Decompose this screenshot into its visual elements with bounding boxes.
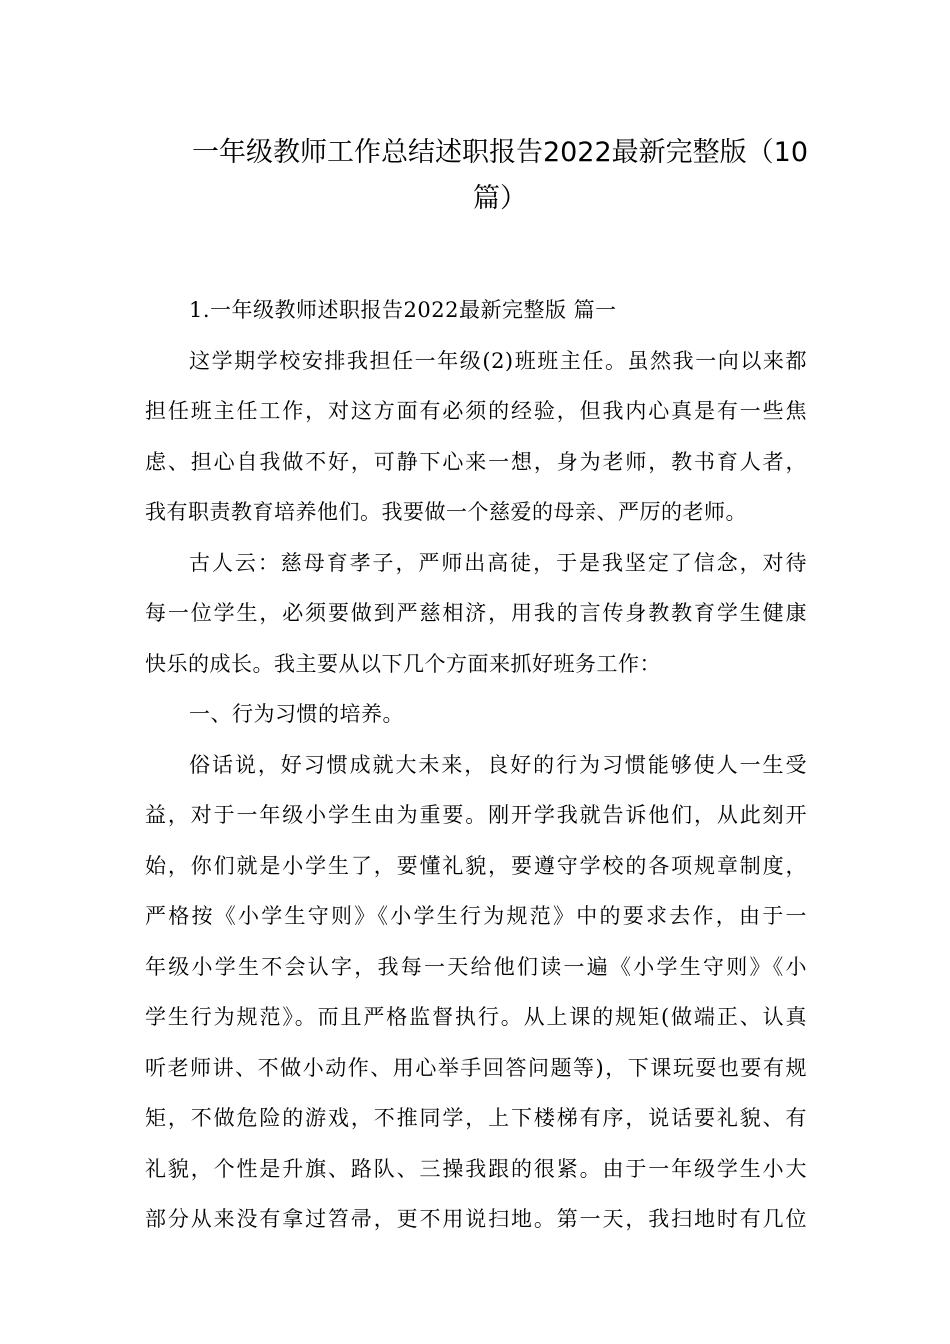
paragraph-line: 部分从来没有拿过笤帚，更不用说扫地。第一天，我扫地时有几位 <box>145 1207 807 1231</box>
paragraph-line: 始，你们就是小学生了，要懂礼貌，要遵守学校的各项规章制度， <box>145 853 807 878</box>
paragraph-line: 益，对于一年级小学生由为重要。刚开学我就告诉他们，从此刻开 <box>145 803 807 827</box>
paragraph-line: 俗话说，好习惯成就大未来，良好的行为习惯能够使人一生受 <box>189 752 807 777</box>
paragraph-line: 学生行为规范》。而且严格监督执行。从上课的规矩(做端正、认真 <box>145 1005 807 1029</box>
paragraph-4 <box>145 740 807 1245</box>
paragraph-line: 礼貌，个性是升旗、路队、三操我跟的很紧。由于一年级学生小大 <box>145 1156 807 1181</box>
paragraph-line: 年级小学生不会认字，我每一天给他们读一遍《小学生守则》《小 <box>145 954 807 979</box>
paragraph-line: 古人云：慈母育孝子，严师出高徒，于是我坚定了信念，对待 <box>189 550 807 575</box>
section-heading: 1.一年级教师述职报告2022最新完整版 篇一 <box>189 298 617 322</box>
paragraph-line: 严格按《小学生守则》《小学生行为规范》中的要求去作，由于一 <box>145 904 807 928</box>
paragraph-line: 矩，不做危险的游戏，不推同学，上下楼梯有序，说话要礼貌、有 <box>145 1106 807 1130</box>
paragraph-line: 我有职责教育培养他们。我要做一个慈爱的母亲、严厉的老师。 <box>145 500 747 524</box>
paragraph-1 <box>145 336 807 538</box>
paragraph-line: 虑、担心自我做不好，可静下心来一想，身为老师，教书育人者， <box>145 449 807 474</box>
document-title <box>140 130 860 222</box>
title-line-2: 篇） <box>473 183 527 214</box>
paragraph-line: 担任班主任工作，对这方面有必须的经验，但我内心真是有一些焦 <box>145 399 807 423</box>
paragraph-line: 这学期学校安排我担任一年级(2)班班主任。虽然我一向以来都 <box>189 348 807 373</box>
title-line-1: 一年级教师工作总结述职报告2022最新完整版（10 <box>191 137 809 168</box>
subheading-line: 一、行为习惯的培养。 <box>189 702 404 726</box>
paragraph-line: 每一位学生，必须要做到严慈相济，用我的言传身教教育学生健康 <box>145 601 807 625</box>
paragraph-line: 快乐的成长。我主要从以下几个方面来抓好班务工作： <box>145 651 661 676</box>
paragraph-2 <box>145 538 807 690</box>
paragraph-3 <box>145 689 807 740</box>
paragraph-line: 听老师讲、不做小动作、用心举手回答问题等)，下课玩耍也要有规 <box>145 1055 807 1080</box>
document-body <box>145 285 807 1245</box>
